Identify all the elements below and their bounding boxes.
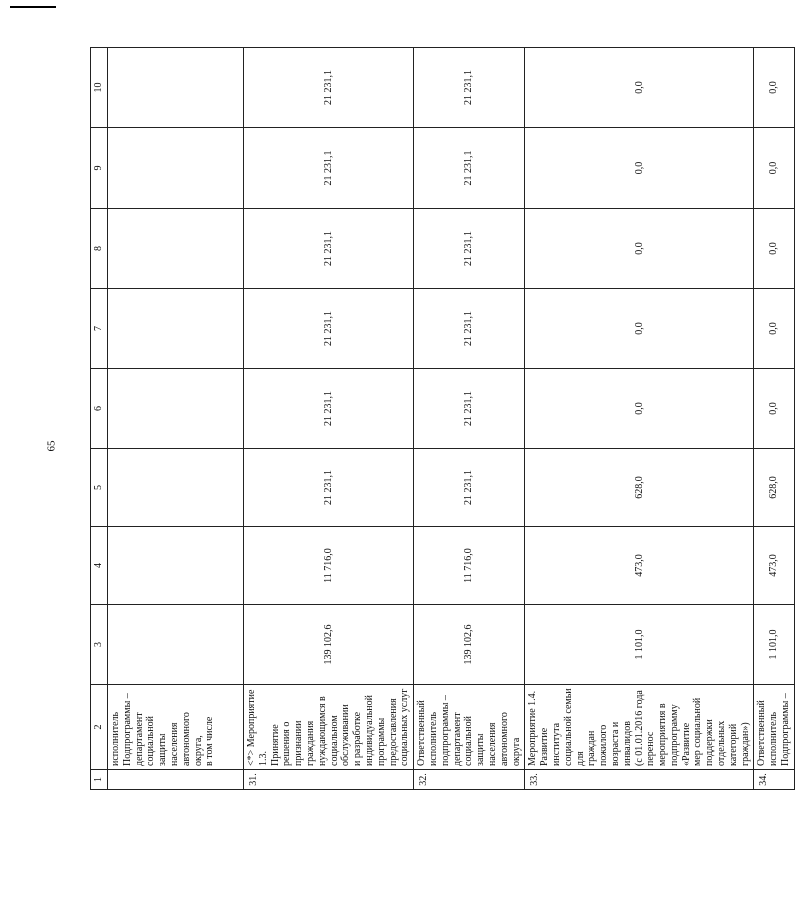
cell-c5 — [108, 449, 244, 527]
cell-c3: 1 101,0 — [525, 605, 754, 685]
row-description: Ответственный исполнитель подпрограммы – департамент социальной защиты населения автономного округа — [414, 685, 525, 770]
col-header-8: 8 — [91, 209, 108, 289]
cell-c4: 11 716,0 — [414, 527, 525, 605]
cell-c3: 1 101,0 — [754, 605, 794, 685]
cell-c7: 0,0 — [525, 289, 754, 369]
header-row — [91, 48, 108, 790]
cell-c5: 628,0 — [754, 449, 794, 527]
table-row — [108, 48, 244, 790]
col-header-7: 7 — [91, 289, 108, 369]
cell-c4: 11 716,0 — [244, 527, 414, 605]
col-header-3: 3 — [91, 605, 108, 685]
table-row — [525, 48, 754, 790]
cell-c8: 21 231,1 — [414, 209, 525, 289]
cell-c3: 139 102,6 — [244, 605, 414, 685]
col-header-4: 4 — [91, 527, 108, 605]
col-header-2: 2 — [91, 685, 108, 770]
row-number — [108, 770, 244, 790]
row-number: 31. — [244, 770, 414, 790]
cell-c6: 21 231,1 — [414, 369, 525, 449]
col-header-5: 5 — [91, 449, 108, 527]
top-rule — [10, 6, 56, 8]
cell-c10: 0,0 — [754, 48, 794, 128]
page-number: 65 — [45, 440, 58, 452]
table-row — [414, 48, 525, 790]
budget-table — [90, 47, 795, 790]
cell-c9: 0,0 — [525, 128, 754, 209]
row-number: 32. — [414, 770, 525, 790]
table-body — [91, 48, 795, 790]
cell-c5: 21 231,1 — [244, 449, 414, 527]
cell-c8: 21 231,1 — [244, 209, 414, 289]
cell-c9: 21 231,1 — [244, 128, 414, 209]
cell-c8: 0,0 — [754, 209, 794, 289]
cell-c7: 21 231,1 — [244, 289, 414, 369]
row-number: 33. — [525, 770, 754, 790]
cell-c10: 21 231,1 — [244, 48, 414, 128]
cell-c9: 0,0 — [754, 128, 794, 209]
row-description: исполнитель Подпрограммы – департамент социальной защиты населения автономного округа, в том числе — [108, 685, 244, 770]
cell-c8 — [108, 209, 244, 289]
cell-c8: 0,0 — [525, 209, 754, 289]
cell-c10: 0,0 — [525, 48, 754, 128]
cell-c7 — [108, 289, 244, 369]
cell-c9 — [108, 128, 244, 209]
col-header-9: 9 — [91, 128, 108, 209]
cell-c10 — [108, 48, 244, 128]
row-description: Ответственный исполнитель Подпрограммы – — [754, 685, 794, 770]
cell-c9: 21 231,1 — [414, 128, 525, 209]
table-row — [754, 48, 794, 790]
col-header-6: 6 — [91, 369, 108, 449]
cell-c6 — [108, 369, 244, 449]
cell-c5: 628,0 — [525, 449, 754, 527]
cell-c6: 0,0 — [525, 369, 754, 449]
table-row — [244, 48, 414, 790]
cell-c6: 21 231,1 — [244, 369, 414, 449]
cell-c4 — [108, 527, 244, 605]
row-description: <*> Мероприятие 1.3. Принятие решения о признании граждания нуждающимся в социальном обслуживании и разработке индивидуальной программы предоставления социальных услуг — [244, 685, 414, 770]
rotated-table-wrapper — [90, 48, 792, 790]
cell-c10: 21 231,1 — [414, 48, 525, 128]
cell-c7: 0,0 — [754, 289, 794, 369]
cell-c3: 139 102,6 — [414, 605, 525, 685]
row-description: Мероприятие 1.4. Развитие института социальной семьи для граждан пожилого возраста и инвалидов (с 01.01.2016 года перенос мероприятия в подпрограмму «Развитие мер социальной поддержки отдельных категорий граждан») — [525, 685, 754, 770]
col-header-10: 10 — [91, 48, 108, 128]
cell-c3 — [108, 605, 244, 685]
cell-c5: 21 231,1 — [414, 449, 525, 527]
cell-c6: 0,0 — [754, 369, 794, 449]
row-number: 34. — [754, 770, 794, 790]
col-header-1: 1 — [91, 770, 108, 790]
cell-c4: 473,0 — [754, 527, 794, 605]
cell-c7: 21 231,1 — [414, 289, 525, 369]
cell-c4: 473,0 — [525, 527, 754, 605]
